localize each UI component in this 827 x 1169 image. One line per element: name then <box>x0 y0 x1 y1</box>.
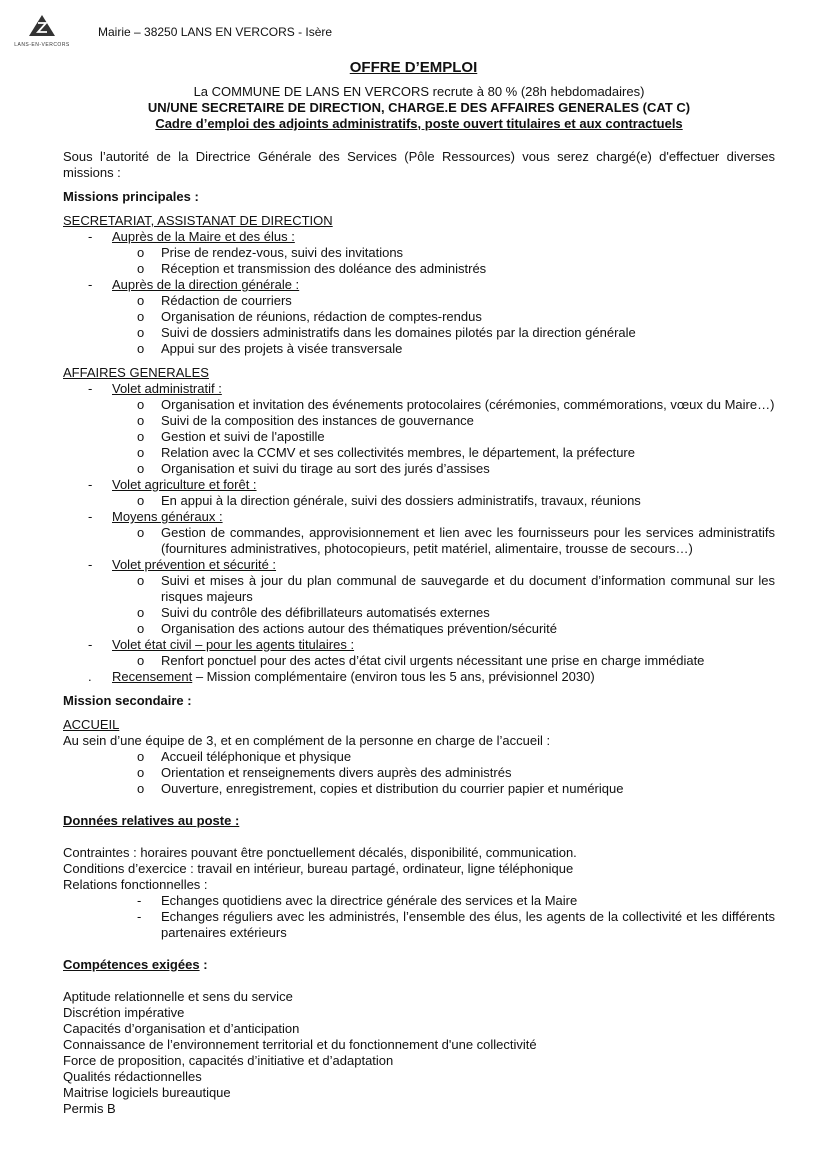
spacer <box>63 797 775 813</box>
dash-marker: - <box>88 637 93 652</box>
bullet-text: Organisation et suivi du tirage au sort des jurés d’assises <box>161 461 490 476</box>
bullet-text: Prise de rendez-vous, suivi des invitations <box>161 245 404 260</box>
paragraph: Force de proposition, capacités d’initiative et d’adaptation <box>63 1053 394 1068</box>
section-heading: Missions principales : <box>63 189 199 204</box>
dash-marker: - <box>137 909 142 924</box>
paragraph: Aptitude relationnelle et sens du service <box>63 989 293 1004</box>
bullet-marker: o <box>137 525 145 540</box>
bullet-text: Appui sur des projets à visée transversale <box>161 341 403 356</box>
page-title: OFFRE D’EMPLOI <box>349 59 478 76</box>
bullet-text: Rédaction de courriers <box>161 293 292 308</box>
header-address: Mairie – 38250 LANS EN VERCORS - Isère <box>98 25 333 39</box>
relation-item <box>63 909 775 941</box>
bullet-item <box>63 653 775 669</box>
section-heading <box>63 957 775 973</box>
dash-item-label: Volet état civil – pour les agents titulaires : <box>112 637 355 652</box>
bullet-text: En appui à la direction générale, suivi des dossiers administratifs, travaux, réunions <box>161 493 641 508</box>
dash-marker: - <box>88 557 93 572</box>
paragraph: Sous l’autorité de la Directrice Générale des Services (Pôle Ressources) vous serez chargé(e) d'effectuer diverses missions : <box>63 149 775 180</box>
bullet-item <box>63 445 775 461</box>
bullet-marker: o <box>137 325 145 340</box>
dash-item <box>63 557 775 573</box>
paragraph: Permis B <box>63 1101 116 1116</box>
bullet-marker: o <box>137 653 145 668</box>
subtitle-line: Cadre d’emploi des adjoints administratifs, poste ouvert titulaires et aux contractuels <box>155 116 683 131</box>
paragraph: Contraintes : horaires pouvant être ponctuellement décalés, disponibilité, communication. <box>63 845 577 860</box>
bullet-text: Suivi et mises à jour du plan communal de sauvegarde et du document d’information communal sur les risques majeurs <box>161 573 775 604</box>
bullet-marker: o <box>137 245 145 260</box>
dash-item-label: Volet administratif : <box>112 381 222 396</box>
section-heading-suffix: : <box>199 957 208 972</box>
bullet-text: Réception et transmission des doléance des administrés <box>161 261 487 276</box>
document-body <box>63 149 775 1117</box>
bullet-text: Organisation des actions autour des thématiques prévention/sécurité <box>161 621 558 636</box>
bullet-item <box>63 621 775 637</box>
dash-marker: - <box>88 381 93 396</box>
bullet-text: Renfort ponctuel pour des actes d’état civil urgents nécessitant une prise en charge immédiate <box>161 653 705 668</box>
spacer <box>63 941 775 957</box>
bullet-item <box>63 309 775 325</box>
relation-text: Echanges réguliers avec les administrés, l’ensemble des élus, les agents de la collectivité et les différents partenaires extérieurs <box>161 909 775 940</box>
subtitle-line: UN/UNE SECRETAIRE DE DIRECTION, CHARGE.E DES AFFAIRES GENERALES (CAT C) <box>147 100 691 115</box>
bullet-marker: o <box>137 605 145 620</box>
bullet-marker: o <box>137 461 145 476</box>
bullet-text: Suivi de la composition des instances de gouvernance <box>161 413 474 428</box>
paragraph: Maitrise logiciels bureautique <box>63 1085 231 1100</box>
bullet-item <box>63 325 775 341</box>
bullet-item <box>63 493 775 509</box>
paragraph: Qualités rédactionnelles <box>63 1069 202 1084</box>
bullet-text: Suivi de dossiers administratifs dans les domaines pilotés par la direction générale <box>161 325 636 340</box>
bullet-item <box>63 605 775 621</box>
bullet-marker: o <box>137 621 145 636</box>
paragraph: Conditions d’exercice : travail en intérieur, bureau partagé, ordinateur, ligne téléphonique <box>63 861 574 876</box>
dash-item-label: Auprès de la direction générale : <box>112 277 300 292</box>
paragraph: Relations fonctionnelles : <box>63 877 208 892</box>
dash-item-label: Auprès de la Maire et des élus : <box>112 229 295 244</box>
section-heading-label: Compétences exigées <box>63 957 200 972</box>
bullet-marker: o <box>137 309 145 324</box>
bullet-text: Orientation et renseignements divers auprès des administrés <box>161 765 512 780</box>
bullet-item <box>63 461 775 477</box>
dash-item <box>63 669 775 685</box>
bullet-item <box>63 341 775 357</box>
relation-text: Echanges quotidiens avec la directrice générale des services et la Maire <box>161 893 578 908</box>
bullet-item <box>63 765 775 781</box>
dash-marker: - <box>137 893 142 908</box>
paragraph: Capacités d’organisation et d’anticipation <box>63 1021 300 1036</box>
dash-item <box>63 509 775 525</box>
section-heading <box>63 813 775 829</box>
dash-item-label: Moyens généraux : <box>112 509 223 524</box>
bullet-item <box>63 397 775 413</box>
section-heading: Mission secondaire : <box>63 693 192 708</box>
dash-marker: . <box>88 669 92 684</box>
mountain-logo-icon <box>27 14 57 38</box>
bullet-marker: o <box>137 293 145 308</box>
bullet-marker: o <box>137 445 145 460</box>
bullet-marker: o <box>137 341 145 356</box>
bullet-marker: o <box>137 397 145 412</box>
bullet-marker: o <box>137 261 145 276</box>
dash-item <box>63 381 775 397</box>
bullet-item <box>63 781 775 797</box>
subsection-heading: ACCUEIL <box>63 717 120 732</box>
bullet-text: Accueil téléphonique et physique <box>161 749 352 764</box>
bullet-text: Organisation et invitation des événements protocolaires (cérémonies, commémorations, vœux du Maire…) <box>161 397 775 412</box>
subtitle-line: La COMMUNE DE LANS EN VERCORS recrute à 80 % (28h hebdomadaires) <box>193 84 645 99</box>
bullet-marker: o <box>137 573 145 588</box>
bullet-item <box>63 293 775 309</box>
bullet-text: Organisation de réunions, rédaction de comptes-rendus <box>161 309 482 324</box>
bullet-item <box>63 261 775 277</box>
bullet-text: Ouverture, enregistrement, copies et distribution du courrier papier et numérique <box>161 781 624 796</box>
section-heading-label: Données relatives au poste : <box>63 813 240 828</box>
bullet-marker: o <box>137 765 145 780</box>
relation-item <box>63 893 775 909</box>
bullet-text: Relation avec la CCMV et ses collectivités membres, le département, la préfecture <box>161 445 635 460</box>
dash-item-label: Volet prévention et sécurité : <box>112 557 277 572</box>
bullet-marker: o <box>137 749 145 764</box>
dash-item <box>63 277 775 293</box>
bullet-item <box>63 245 775 261</box>
bullet-text: Gestion de commandes, approvisionnement et lien avec les fournisseurs pour les services administratifs (fournitures administratives, photocopieurs, petit matériel, alimentaire, trousse de secours…) <box>161 525 775 556</box>
dash-item-label: Volet agriculture et forêt : <box>112 477 257 492</box>
dash-marker: - <box>88 229 93 244</box>
logo-text: LANS-EN-VERCORS <box>14 42 70 48</box>
bullet-marker: o <box>137 429 145 444</box>
bullet-item <box>63 749 775 765</box>
bullet-item <box>63 413 775 429</box>
spacer <box>63 973 775 989</box>
dash-item <box>63 637 775 653</box>
paragraph: Connaissance de l’environnement territorial et du fonctionnement d'une collectivité <box>63 1037 537 1052</box>
dash-marker: - <box>88 277 93 292</box>
subtitle <box>63 84 775 132</box>
bullet-text: Gestion et suivi de l'apostille <box>161 429 325 444</box>
bullet-text: Suivi du contrôle des défibrillateurs automatisés externes <box>161 605 490 620</box>
bullet-item <box>63 573 775 605</box>
paragraph: Au sein d’une équipe de 3, et en complément de la personne en charge de l’accueil : <box>63 733 551 748</box>
subsection-heading: AFFAIRES GENERALES <box>63 365 209 380</box>
subsection-heading: SECRETARIAT, ASSISTANAT DE DIRECTION <box>63 213 333 228</box>
dash-item <box>63 477 775 493</box>
spacer <box>63 829 775 845</box>
dash-marker: - <box>88 477 93 492</box>
dash-item <box>63 229 775 245</box>
bullet-marker: o <box>137 781 145 796</box>
paragraph: Discrétion impérative <box>63 1005 185 1020</box>
dash-item-label: Recensement <box>112 669 193 684</box>
dash-item-text: – Mission complémentaire (environ tous les 5 ans, prévisionnel 2030) <box>192 669 595 684</box>
commune-logo <box>14 14 70 48</box>
dash-marker: - <box>88 509 93 524</box>
bullet-marker: o <box>137 493 145 508</box>
bullet-item <box>63 525 775 557</box>
bullet-marker: o <box>137 413 145 428</box>
bullet-item <box>63 429 775 445</box>
